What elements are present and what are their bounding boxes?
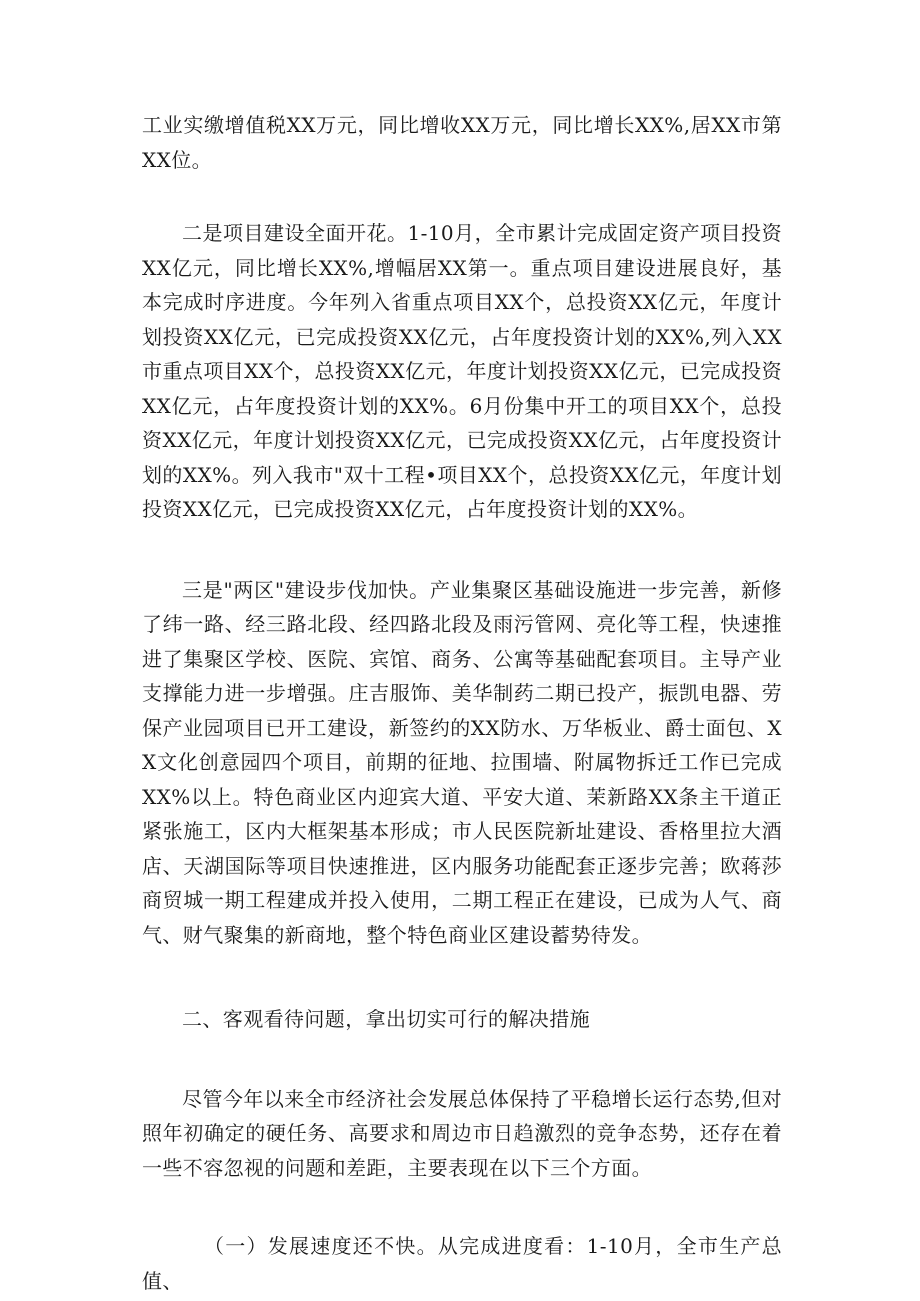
paragraph-problems-intro: 尽管今年以来全市经济社会发展总体保持了平稳增长运行态势,但对照年初确定的硬任务、高要求和周边市日趋激烈的竞争态势，还存在着一些不容忽视的问题和差距，主要表现在以下三个方面。 xyxy=(142,1086,782,1180)
section-heading-problems: 二、客观看待问题，拿出切实可行的解决措施 xyxy=(182,1007,590,1031)
paragraph-two-zones: 三是"两区"建设步伐加快。产业集聚区基础设施进一步完善，新修了纬一路、经三路北段、经四路北段及雨污管网、亮化等工程，快速推进了集聚区学校、医院、宾馆、商务、公寓等基础配套项目。主导产业支撑能力进一步增强。庄吉服饰、美华制药二期已投产，振凯电器、劳保产业园项目已开工建设，新签约的XX防水、万华板业、爵士面包、XX文化创意园四个项目，前期的征地、拉围墙、附属物拆迁工作已完成XX%以上。特色商业区内迎宾大道、平安大道、茉新路XX条主干道正紧张施工，区内大框架基本形成；市人民医院新址建设、香格里拉大酒店、天湖国际等项目快速推进，区内服务功能配套正逐步完善；欧蒋莎商贸城一期工程建成并投入使用，二期工程正在建设，已成为人气、商气、财气聚集的新商地，整个特色商业区建设蓄势待发。 xyxy=(142,577,782,947)
document-page xyxy=(142,108,782,1298)
paragraph-project-construction: 二是项目建设全面开花。1-10月，全市累计完成固定资产项目投资XX亿元，同比增长XX%,增幅居XX第一。重点项目建设进展良好，基本完成时序进度。今年列入省重点项目XX个，总投资XX亿元，年度计划投资XX亿元，已完成投资XX亿元，占年度投资计划的XX%,列入XX市重点项目XX个，总投资XX亿元，年度计划投资XX亿元，已完成投资XX亿元，占年度投资计划的XX%。6月份集中开工的项目XX个，总投资XX亿元，年度计划投资XX亿元，已完成投资XX亿元，占年度投资计划的XX%。列入我市"双十工程•项目XX个，总投资XX亿元，年度计划投资XX亿元，已完成投资XX亿元，占年度投资计划的XX%。 xyxy=(142,221,782,521)
paragraph-tax-continuation: 工业实缴增值税XX万元，同比增收XX万元，同比增长XX%,居XX市第XX位。 xyxy=(142,113,782,172)
paragraph-development-speed: （一）发展速度还不快。从完成进度看：1-10月，全市生产总值、 xyxy=(142,1234,782,1293)
